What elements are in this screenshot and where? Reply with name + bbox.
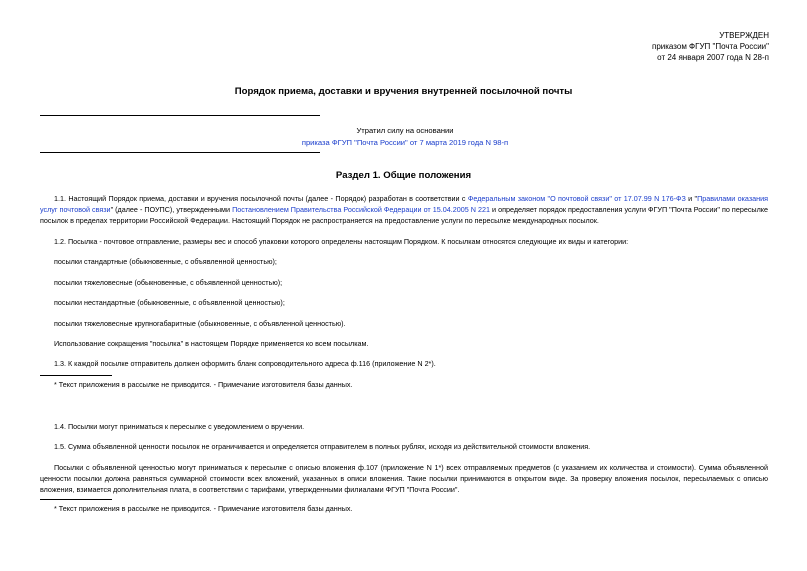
p1-text-a: 1.1. Настоящий Порядок приема, доставки и вручения посылочной почты (далее - Порядок) разработан в соответствии с xyxy=(54,194,468,203)
paragraph-valuables: Посылки с объявленной ценностью могут приниматься к пересылке с описью вложения ф.107 (приложение N 1*) всех отправляемых предметов (с указанием их количества и стоимости). Сумма объявленной ценности посылки должна равняться суммарной стоимости всех вложений, указанных в описи вложения. Такие посылки принимаются в открытом виде. За проверку вложения посылок, пересылаемых с описью вложения, взимается дополнительная плата, в соответствии с тарифами, утвержденными филиалами ФГУП "Почта России". xyxy=(40,463,768,494)
list-item-kind-4: посылки тяжеловесные крупногабаритные (обыкновенные, с объявленной ценностью). xyxy=(54,319,346,328)
federal-law-link[interactable]: Федеральным законом "О почтовой связи" от 17.07.99 N 176-ФЗ xyxy=(467,194,686,203)
footnote-divider-1 xyxy=(40,375,112,376)
list-item-kind-1: посылки стандартные (обыкновенные, с объявленной ценностью); xyxy=(54,257,277,266)
divider-top xyxy=(40,115,320,116)
postal-rules-link[interactable]: Правилами оказания услуг почтовой связи xyxy=(40,194,768,214)
p1-text-b: и " xyxy=(685,194,698,203)
paragraph-1-4: 1.4. Посылки могут приниматься к пересылке с уведомлением о вручении. xyxy=(54,422,305,431)
approval-line-2: приказом ФГУП "Почта России" xyxy=(652,42,769,51)
p1-text-d: и определяет порядок предоставления услуги ФГУП "Почта России" по пересылке посылок в пределах территории Российской Федерации. Настоящий Порядок не распространяется на предоставление услуги по пересылке международных посылок. xyxy=(40,205,768,225)
repeal-text: Утратил силу на основании xyxy=(356,126,454,135)
document-title: Порядок приема, доставки и вручения внутренней посылочной почты xyxy=(234,86,573,97)
approval-stamp xyxy=(652,30,769,63)
p1-text-c: " (далее - ПОУПС), утвержденными xyxy=(110,205,233,214)
list-item-kind-3: посылки нестандартные (обыкновенные, с объявленной ценностью); xyxy=(54,298,285,307)
footnote-2: * Текст приложения в рассылке не приводится. - Примечание изготовителя базы данных. xyxy=(54,504,353,513)
list-item-kind-2: посылки тяжеловесные (обыкновенные, с объявленной ценностью); xyxy=(54,278,283,287)
footnote-divider-2 xyxy=(40,499,112,500)
paragraph-1-1 xyxy=(40,193,768,226)
paragraph-1-3: 1.3. К каждой посылке отправитель должен оформить бланк сопроводительного адреса ф.116 (приложение N 2*). xyxy=(54,359,436,368)
repeal-notice xyxy=(270,125,540,149)
paragraph-1-5: 1.5. Сумма объявленной ценности посылок не ограничивается и определяется отправителем в полных рублях, исходя из действительной стоимости вложения. xyxy=(54,442,591,451)
usage-note: Использование сокращения "посылка" в настоящем Порядке применяется ко всем посылкам. xyxy=(54,339,369,348)
government-decree-link[interactable]: Постановлением Правительства Российской Федерации от 15.04.2005 N 221 xyxy=(232,205,490,214)
divider-bottom xyxy=(40,152,320,153)
repeal-order-link[interactable]: приказа ФГУП "Почта России" от 7 марта 2019 года N 98-п xyxy=(301,138,509,147)
approval-line-3: от 24 января 2007 года N 28-п xyxy=(657,53,769,62)
approval-line-1: УТВЕРЖДЕН xyxy=(719,31,769,40)
section-title: Раздел 1. Общие положения xyxy=(335,170,472,181)
footnote-1: * Текст приложения в рассылке не приводится. - Примечание изготовителя базы данных. xyxy=(54,380,353,389)
paragraph-1-2: 1.2. Посылка - почтовое отправление, размеры вес и способ упаковки которого определены настоящим Порядком. К посылкам относятся следующие их виды и категории: xyxy=(54,237,629,246)
